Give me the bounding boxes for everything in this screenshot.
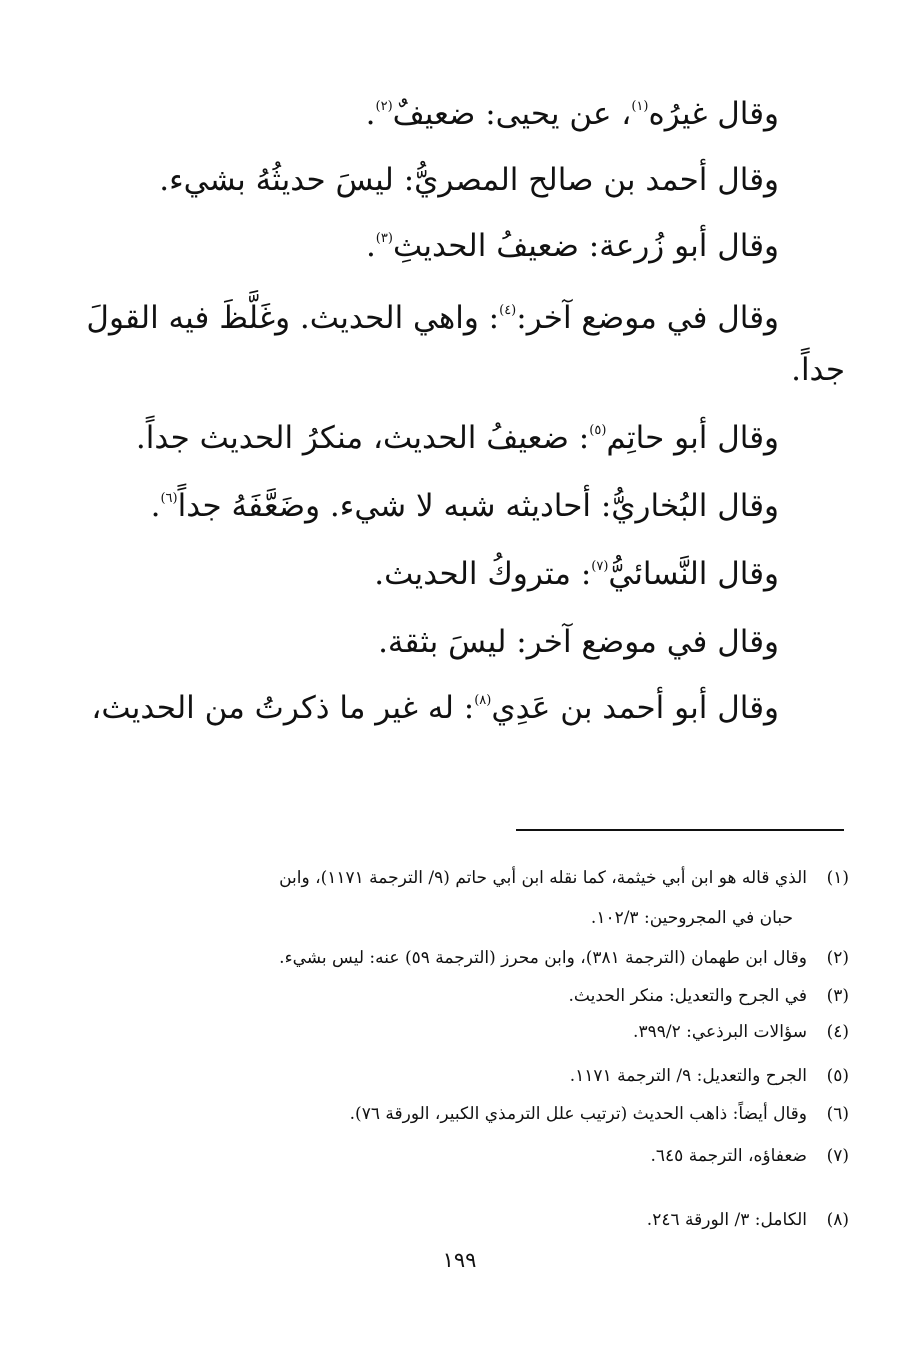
line-text: .	[365, 228, 376, 264]
line-text: ، عن يحيى: ضعيفٌ	[392, 96, 632, 132]
footnote-text: ضعفاؤه، الترجمة ٦٤٥.	[650, 1146, 807, 1166]
line-text: وقال أبو أحمد بن عَدِي	[491, 690, 779, 726]
footnote-divider	[516, 829, 844, 831]
line-text: : متروكُ الحديث.	[374, 556, 592, 592]
line-text: وقال أحمد بن صالح المصريُّ: ليسَ حديثُهُ بشيء.	[159, 162, 779, 198]
text-line	[86, 298, 779, 338]
footnote-text: الكامل: ٣/ الورقة ٢٤٦.	[646, 1210, 807, 1230]
footnote-number: (١)	[826, 868, 849, 888]
footnote-item	[570, 1062, 849, 1090]
text-line	[378, 622, 779, 662]
footnote-number: (٧)	[826, 1146, 849, 1166]
footnote-number: (٦)	[826, 1104, 849, 1124]
footnote-ref[interactable]: (٧)	[591, 559, 609, 574]
line-text: .	[150, 488, 161, 524]
footnote-ref[interactable]: (٤)	[499, 303, 517, 318]
line-text: جداً.	[791, 352, 845, 388]
text-line	[151, 486, 779, 526]
footnote-ref[interactable]: (٨)	[474, 693, 492, 708]
footnote-text: الذي قاله هو ابن أبي خيثمة، كما نقله ابن أبي حاتم (٩/ الترجمة ١١٧١)، وابن	[279, 868, 807, 888]
line-text: : واهي الحديث. وغَلَّظَ فيه القولَ	[86, 300, 500, 336]
footnote-number: (٣)	[826, 986, 849, 1006]
text-line	[374, 554, 779, 594]
line-text: .	[365, 96, 376, 132]
line-text: وقال البُخاريُّ: أحاديثه شبه لا شيء. وضَعَّفَهُ جداً	[177, 488, 779, 524]
line-text: وقال في موضع آخر: ليسَ بثقة.	[378, 624, 779, 660]
footnote-number: (٢)	[826, 948, 849, 968]
footnote-ref[interactable]: (٦)	[160, 491, 178, 506]
page-number: ١٩٩	[442, 1248, 477, 1272]
footnote-item	[647, 1206, 849, 1234]
footnote-text: في الجرح والتعديل: منكر الحديث.	[568, 986, 807, 1006]
footnote-item	[350, 1100, 849, 1128]
line-text: وقال في موضع آخر:	[516, 300, 779, 336]
line-text: وقال أبو حاتِم	[606, 420, 779, 456]
footnote-item	[650, 1142, 849, 1170]
footnote-text: وقال أيضاً: ذاهب الحديث (ترتيب علل الترمذي الكبير، الورقة ٧٦).	[349, 1104, 807, 1124]
footnote-item	[633, 1018, 849, 1046]
text-line	[91, 688, 779, 728]
footnote-item	[569, 982, 849, 1010]
footnote-number: (٥)	[826, 1066, 849, 1086]
text-line	[136, 418, 779, 458]
footnote-ref[interactable]: (٢)	[375, 99, 393, 114]
line-text: وقال أبو زُرعة: ضعيفُ الحديثِ	[392, 228, 779, 264]
footnote-ref[interactable]: (٥)	[589, 423, 607, 438]
footnote-number: (٨)	[826, 1210, 849, 1230]
line-text: : له غير ما ذكرتُ من الحديث،	[91, 690, 475, 726]
line-text: وقال النَّسائيُّ	[608, 556, 779, 592]
footnote-number: (٤)	[826, 1022, 849, 1042]
text-line	[366, 94, 779, 134]
footnote-text: الجرح والتعديل: ٩/ الترجمة ١١٧١.	[569, 1066, 807, 1086]
line-text: : ضعيفُ الحديث، منكرُ الحديث جداً.	[135, 420, 590, 456]
footnote-text: وقال ابن طهمان (الترجمة ٣٨١)، وابن محرز (الترجمة ٥٩) عنه: ليس بشيء.	[279, 948, 807, 968]
footnote-continuation: حبان في المجروحين: ١٠٢/٣.	[590, 908, 793, 928]
text-line	[159, 160, 779, 200]
text-line	[366, 226, 779, 266]
footnote-text: سؤالات البرذعي: ٣٩٩/٢.	[633, 1022, 807, 1042]
footnote-item	[279, 944, 849, 972]
footnote-item	[279, 864, 849, 892]
text-line	[791, 350, 845, 390]
footnote-ref[interactable]: (١)	[631, 99, 649, 114]
footnote-ref[interactable]: (٣)	[375, 231, 393, 246]
line-text: وقال غيرُه	[648, 96, 779, 132]
